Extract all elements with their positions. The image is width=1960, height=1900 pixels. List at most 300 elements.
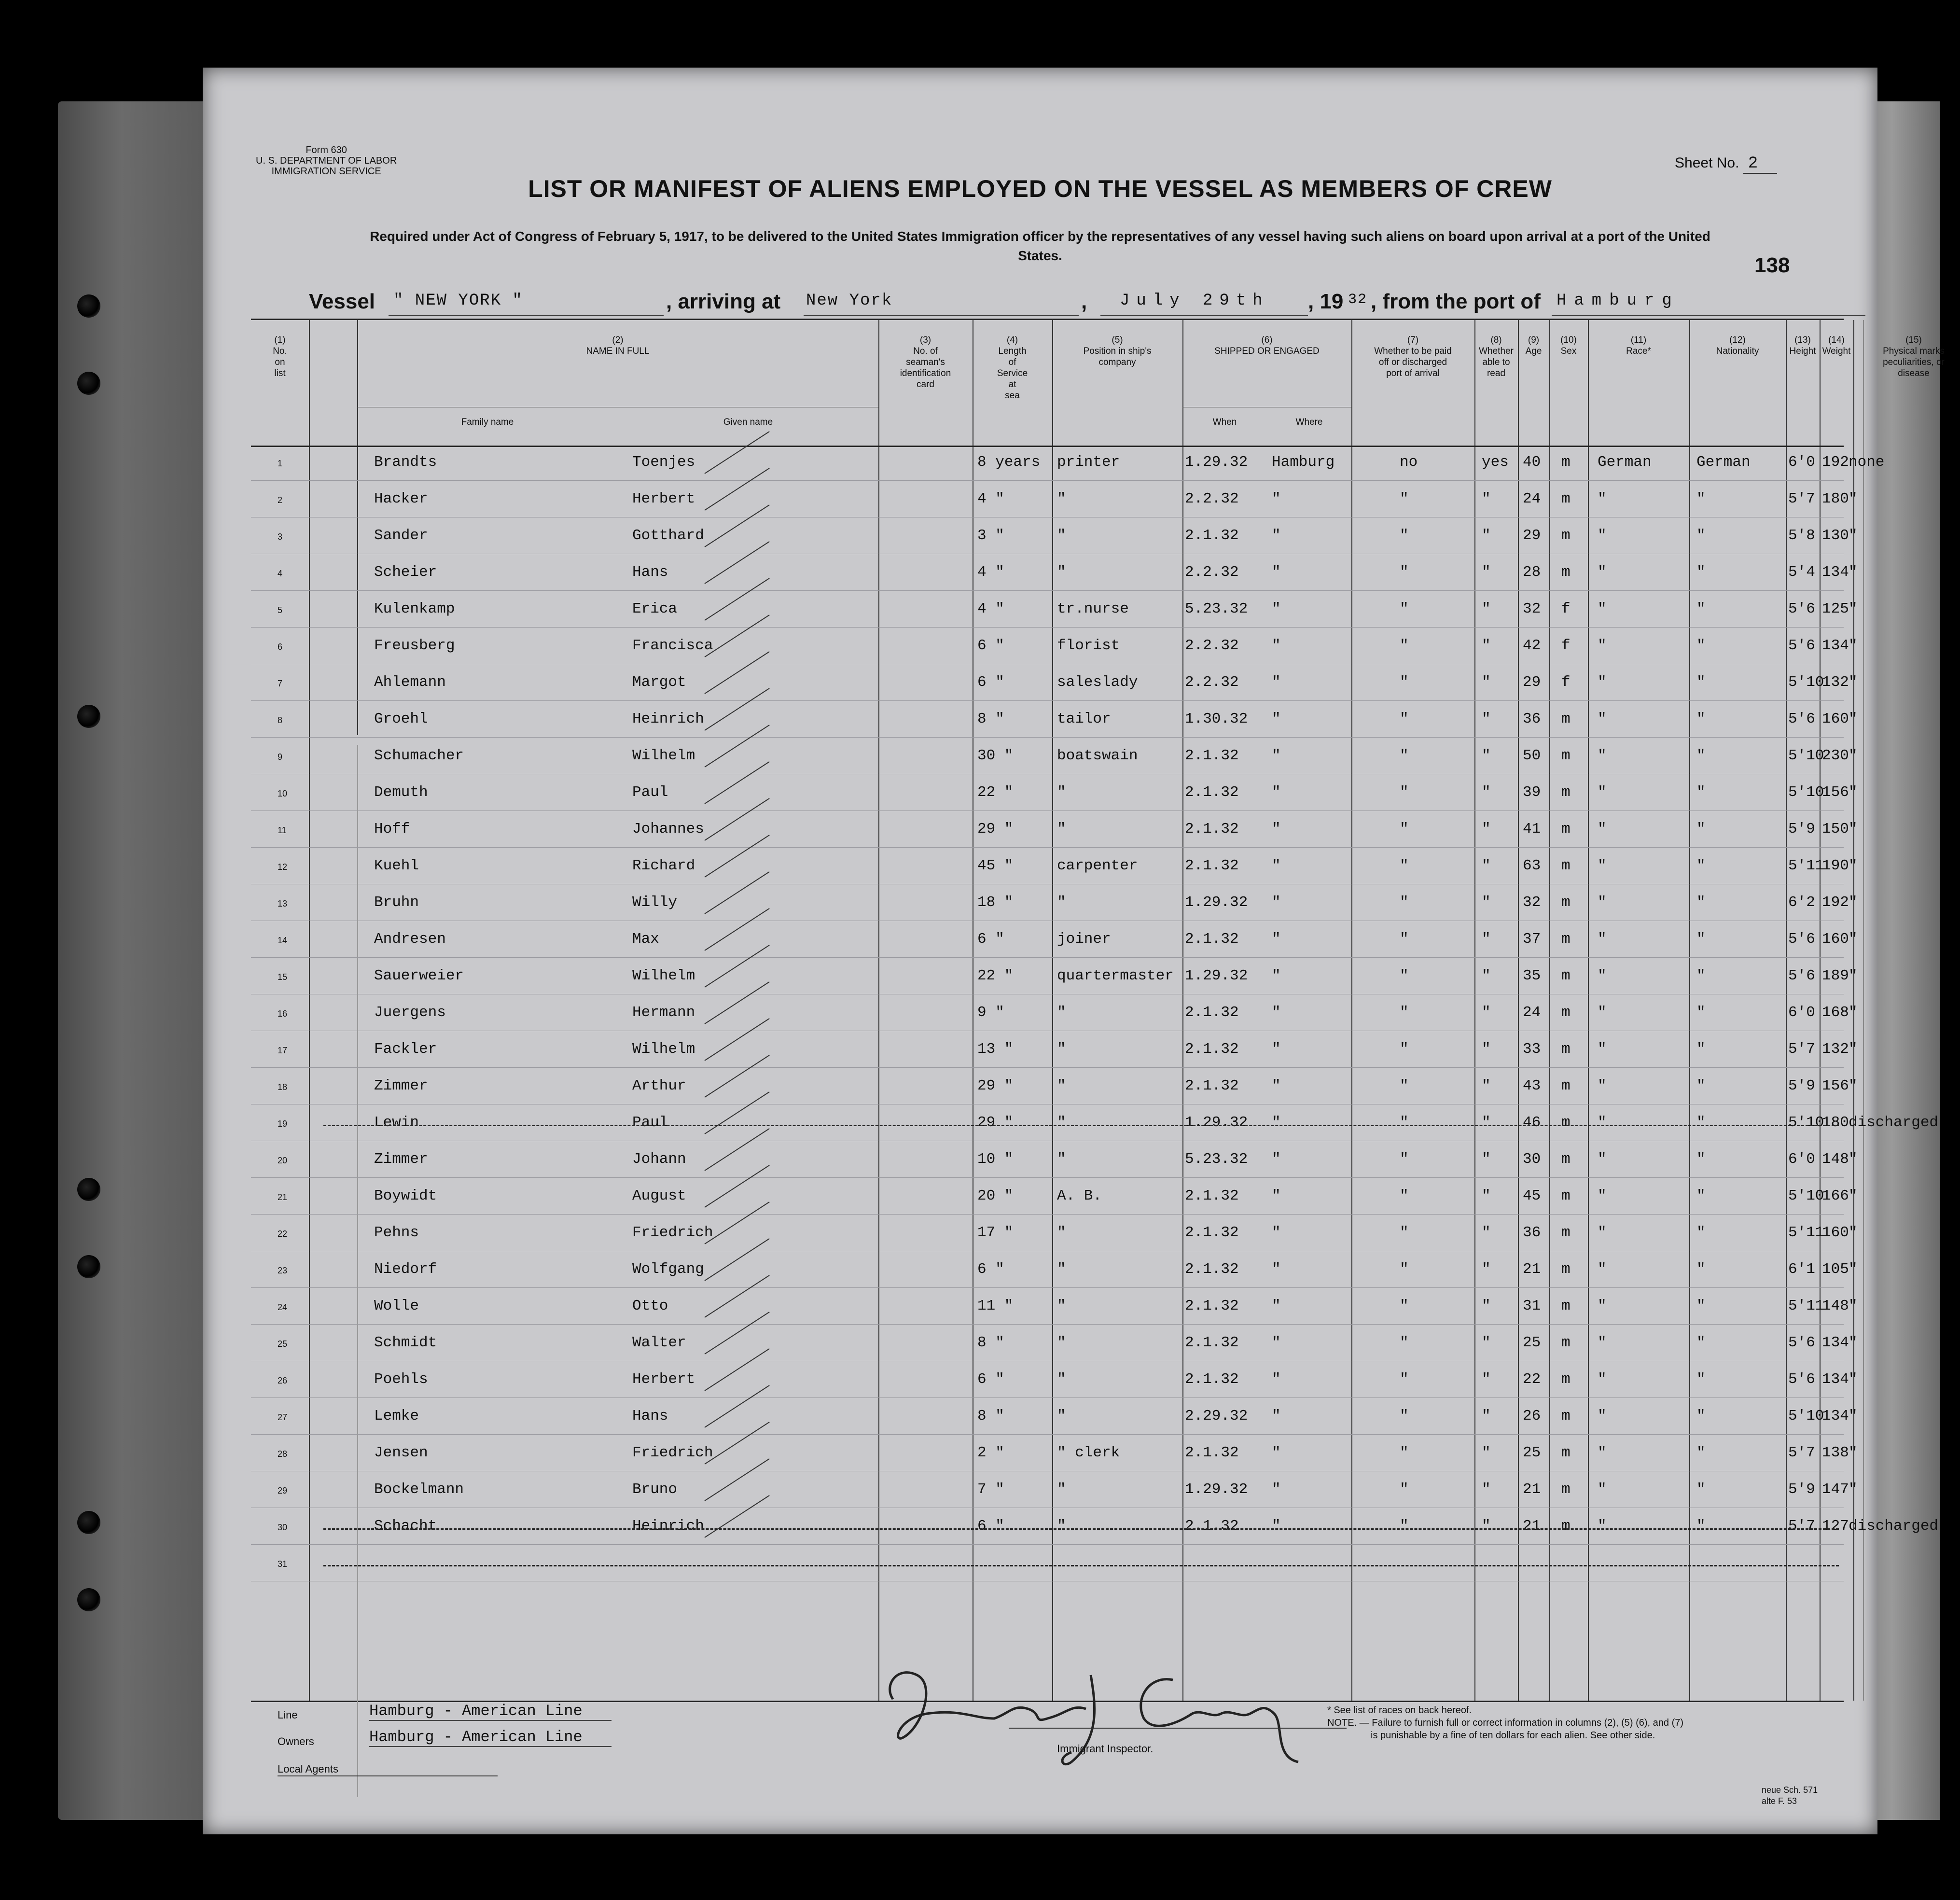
binder-hole-icon: [77, 294, 100, 318]
cell-nat: ": [1696, 894, 1706, 911]
table-row: [251, 554, 1858, 591]
cell-ht: 5'11: [1788, 857, 1824, 874]
cell-age: 24: [1523, 1004, 1541, 1021]
cell-ht: 6'1: [1788, 1261, 1815, 1278]
cell-ht: 5'10: [1788, 1408, 1824, 1425]
cell-fam: Juergens: [374, 1004, 446, 1021]
cell-read: ": [1482, 1188, 1491, 1204]
cell-wt: 132: [1822, 674, 1849, 691]
cell-pos: ": [1057, 1408, 1066, 1425]
cell-n: 11: [278, 825, 287, 835]
cell-nat: ": [1696, 784, 1706, 801]
cell-svc: 3 ": [977, 527, 1004, 544]
cell-read: ": [1482, 1151, 1491, 1168]
cell-svc: 18 ": [977, 894, 1014, 911]
cell-where: ": [1272, 1188, 1281, 1204]
cell-when: 1.29.32: [1185, 454, 1248, 471]
cell-fam: Kuehl: [374, 857, 419, 874]
cell-n: 21: [278, 1192, 288, 1202]
cell-wt: 147: [1822, 1481, 1849, 1498]
cell-read: yes: [1482, 454, 1509, 471]
cell-when: 2.1.32: [1185, 1518, 1239, 1535]
cell-read: ": [1482, 784, 1491, 801]
cell-where: ": [1272, 857, 1281, 874]
cell-marks: ": [1849, 1334, 1858, 1351]
cell-n: 26: [278, 1376, 288, 1385]
cell-giv: Wilhelm: [632, 1041, 695, 1058]
cell-giv: Friedrich: [632, 1444, 713, 1461]
cell-race: ": [1598, 1444, 1607, 1461]
cell-svc: 8 years: [977, 454, 1041, 471]
cell-read: ": [1482, 711, 1491, 727]
cell-marks: ": [1849, 894, 1858, 911]
cell-n: 24: [278, 1302, 288, 1312]
cell-wt: 168: [1822, 1004, 1849, 1021]
cell-when: 2.1.32: [1185, 857, 1239, 874]
cell-age: 32: [1523, 601, 1541, 617]
cell-paid: ": [1400, 1114, 1409, 1131]
header-position: (5) Position in ship's company: [1083, 335, 1152, 367]
table-row: [251, 1545, 1844, 1581]
cell-pos: ": [1057, 1334, 1066, 1351]
cell-n: 22: [278, 1229, 288, 1239]
cell-n: 8: [278, 715, 283, 725]
cell-when: 2.2.32: [1185, 564, 1239, 581]
cell-race: ": [1598, 894, 1607, 911]
sheet-number: Sheet No. 2: [1675, 154, 1777, 173]
cell-n: 16: [278, 1009, 288, 1019]
cell-n: 4: [278, 569, 283, 578]
vessel-name: " NEW YORK ": [393, 292, 523, 310]
cell-svc: 6 ": [977, 1518, 1004, 1535]
cell-svc: 17 ": [977, 1224, 1014, 1241]
cell-race: ": [1598, 1298, 1607, 1314]
cell-wt: 105: [1822, 1261, 1849, 1278]
header-age: (9) Age: [1525, 335, 1542, 356]
cell-where: ": [1272, 1444, 1281, 1461]
cell-age: 25: [1523, 1334, 1541, 1351]
cell-pos: ": [1057, 784, 1066, 801]
table-row: [251, 774, 1858, 811]
cell-where: ": [1272, 894, 1281, 911]
cell-n: 12: [278, 862, 288, 872]
cell-where: Hamburg: [1272, 454, 1335, 471]
cell-pos: saleslady: [1057, 674, 1138, 691]
cell-sex: m: [1561, 1298, 1571, 1314]
cell-nat: ": [1696, 1444, 1706, 1461]
cell-ht: 5'10: [1788, 674, 1824, 691]
cell-svc: 4 ": [977, 564, 1004, 581]
cell-ht: 5'10: [1788, 747, 1824, 764]
cell-n: 10: [278, 789, 288, 798]
header-list-number: (1) No. on list: [273, 335, 287, 378]
header-name: (2) NAME IN FULL: [586, 335, 650, 356]
cell-sex: m: [1561, 564, 1571, 581]
cell-giv: Paul: [632, 784, 668, 801]
cell-where: ": [1272, 1481, 1281, 1498]
cell-svc: 6 ": [977, 637, 1004, 654]
cell-when: 2.1.32: [1185, 1224, 1239, 1241]
cell-nat: ": [1696, 1188, 1706, 1204]
cell-paid: ": [1400, 1481, 1409, 1498]
cell-giv: Max: [632, 931, 659, 948]
cell-when: 2.1.32: [1185, 747, 1239, 764]
cell-wt: 134: [1822, 1334, 1849, 1351]
cell-race: ": [1598, 1224, 1607, 1241]
cell-n: 31: [278, 1559, 288, 1569]
cell-fam: Hoff: [374, 821, 410, 838]
cell-pos: ": [1057, 490, 1066, 507]
table-row: [251, 884, 1858, 921]
cell-giv: Johann: [632, 1151, 686, 1168]
header-weight: (14) Weight: [1822, 335, 1851, 356]
cell-read: ": [1482, 1114, 1491, 1131]
cell-paid: ": [1400, 967, 1409, 984]
cell-marks: ": [1849, 637, 1858, 654]
cell-age: 25: [1523, 1444, 1541, 1461]
cell-giv: Heinrich: [632, 1518, 704, 1535]
cell-race: ": [1598, 637, 1607, 654]
cell-giv: Hans: [632, 1408, 668, 1425]
cell-race: ": [1598, 1334, 1607, 1351]
cell-nat: ": [1696, 1408, 1706, 1425]
cell-sex: m: [1561, 1481, 1571, 1498]
cell-giv: Wolfgang: [632, 1261, 704, 1278]
penalty-note: NOTE. — Failure to furnish full or correct information in columns (2), (5) (6), and (7): [1327, 1718, 1684, 1728]
cell-when: 2.1.32: [1185, 1261, 1239, 1278]
cell-ht: 5'10: [1788, 1114, 1824, 1131]
cell-fam: Schumacher: [374, 747, 464, 764]
cell-wt: 125: [1822, 601, 1849, 617]
cell-nat: ": [1696, 1261, 1706, 1278]
cell-ht: 5'4: [1788, 564, 1815, 581]
cell-read: ": [1482, 490, 1491, 507]
cell-nat: ": [1696, 931, 1706, 948]
cell-race: ": [1598, 601, 1607, 617]
binder-hole-icon: [77, 705, 100, 728]
cell-giv: Hans: [632, 564, 668, 581]
cell-sex: m: [1561, 1518, 1571, 1535]
cell-age: 21: [1523, 1261, 1541, 1278]
cell-race: ": [1598, 674, 1607, 691]
cell-ht: 5'7: [1788, 1518, 1815, 1535]
cell-ht: 5'10: [1788, 784, 1824, 801]
cell-marks: ": [1849, 674, 1858, 691]
header-family-name: Family name: [461, 417, 514, 427]
cell-giv: Erica: [632, 601, 678, 617]
cell-n: 15: [278, 972, 288, 982]
cell-fam: Sander: [374, 527, 428, 544]
cell-age: 26: [1523, 1408, 1541, 1425]
page-title: LIST OR MANIFEST OF ALIENS EMPLOYED ON THE VESSEL AS MEMBERS OF CREW: [528, 175, 1552, 202]
cell-race: ": [1598, 1518, 1607, 1535]
cell-sex: m: [1561, 1371, 1571, 1388]
cell-fam: Demuth: [374, 784, 428, 801]
cell-read: ": [1482, 1077, 1491, 1094]
cell-nat: ": [1696, 527, 1706, 544]
cell-race: ": [1598, 490, 1607, 507]
cell-fam: Boywidt: [374, 1188, 437, 1204]
cell-read: ": [1482, 747, 1491, 764]
cell-giv: Johannes: [632, 821, 704, 838]
cell-fam: Kulenkamp: [374, 601, 455, 617]
cell-pos: ": [1057, 1481, 1066, 1498]
cell-age: 46: [1523, 1114, 1541, 1131]
cell-wt: 138: [1822, 1444, 1849, 1461]
header-nationality: (12) Nationality: [1716, 335, 1759, 356]
cell-giv: Francisca: [632, 637, 713, 654]
cell-race: ": [1598, 1151, 1607, 1168]
cell-nat: ": [1696, 674, 1706, 691]
cell-svc: 29 ": [977, 1077, 1014, 1094]
cell-giv: Walter: [632, 1334, 686, 1351]
cell-read: ": [1482, 1371, 1491, 1388]
cell-nat: ": [1696, 747, 1706, 764]
local-agents-label: Local Agents: [278, 1763, 498, 1776]
cell-race: ": [1598, 1004, 1607, 1021]
cell-giv: Margot: [632, 674, 686, 691]
cell-svc: 11 ": [977, 1298, 1014, 1314]
cell-race: ": [1598, 1188, 1607, 1204]
table-row: [251, 444, 1885, 481]
cell-read: ": [1482, 1004, 1491, 1021]
cell-sex: m: [1561, 821, 1571, 838]
cell-read: ": [1482, 674, 1491, 691]
cell-nat: ": [1696, 1041, 1706, 1058]
cell-giv: Gotthard: [632, 527, 704, 544]
cell-when: 5.23.32: [1185, 1151, 1248, 1168]
cell-pos: tailor: [1057, 711, 1111, 727]
cell-fam: Zimmer: [374, 1077, 428, 1094]
cell-when: 2.1.32: [1185, 1004, 1239, 1021]
cell-read: ": [1482, 1481, 1491, 1498]
cell-nat: ": [1696, 967, 1706, 984]
header-when: When: [1212, 417, 1237, 427]
cell-wt: 189: [1822, 967, 1849, 984]
cell-where: ": [1272, 1298, 1281, 1314]
cell-sex: m: [1561, 1077, 1571, 1094]
cell-sex: m: [1561, 1444, 1571, 1461]
table-row: [251, 701, 1858, 738]
binder-hole-icon: [77, 1178, 100, 1201]
cell-age: 22: [1523, 1371, 1541, 1388]
cell-fam: Jensen: [374, 1444, 428, 1461]
cell-age: 21: [1523, 1518, 1541, 1535]
cell-when: 2.2.32: [1185, 674, 1239, 691]
cell-when: 2.1.32: [1185, 1444, 1239, 1461]
cell-age: 24: [1523, 490, 1541, 507]
cell-sex: m: [1561, 490, 1571, 507]
cell-paid: ": [1400, 784, 1409, 801]
cell-ht: 5'9: [1788, 1481, 1815, 1498]
cell-svc: 22 ": [977, 967, 1014, 984]
cell-read: ": [1482, 1334, 1491, 1351]
cell-read: ": [1482, 564, 1491, 581]
cell-race: ": [1598, 1481, 1607, 1498]
cell-ht: 5'9: [1788, 821, 1815, 838]
cell-when: 2.1.32: [1185, 821, 1239, 838]
cell-giv: Richard: [632, 857, 695, 874]
cell-nat: ": [1696, 1298, 1706, 1314]
cell-read: ": [1482, 1444, 1491, 1461]
cell-paid: ": [1400, 931, 1409, 948]
cell-n: 17: [278, 1046, 288, 1055]
cell-n: 29: [278, 1486, 288, 1495]
cell-fam: Zimmer: [374, 1151, 428, 1168]
strikethrough-line: [323, 1565, 1839, 1566]
form-identifier: Form 630 U. S. DEPARTMENT OF LABOR IMMIGRATION SERVICE: [256, 145, 397, 177]
cell-marks: ": [1849, 1371, 1858, 1388]
cell-paid: ": [1400, 1334, 1409, 1351]
cell-fam: Poehls: [374, 1371, 428, 1388]
cell-sex: m: [1561, 527, 1571, 544]
cell-age: 35: [1523, 967, 1541, 984]
cell-marks: ": [1849, 1224, 1858, 1241]
header-where: Where: [1295, 417, 1323, 427]
cell-nat: ": [1696, 1334, 1706, 1351]
cell-nat: ": [1696, 1371, 1706, 1388]
table-row: [251, 848, 1858, 884]
cell-read: ": [1482, 1408, 1491, 1425]
cell-n: 19: [278, 1119, 288, 1129]
cell-marks: ": [1849, 490, 1858, 507]
cell-giv: Herbert: [632, 490, 695, 507]
cell-paid: ": [1400, 711, 1409, 727]
cell-svc: 9 ": [977, 1004, 1004, 1021]
cell-race: ": [1598, 564, 1607, 581]
cell-read: ": [1482, 527, 1491, 544]
cell-giv: Bruno: [632, 1481, 678, 1498]
cell-giv: August: [632, 1188, 686, 1204]
cell-nat: German: [1696, 454, 1751, 471]
cell-nat: ": [1696, 711, 1706, 727]
cell-sex: m: [1561, 1224, 1571, 1241]
cell-svc: 4 ": [977, 601, 1004, 617]
table-row: [251, 628, 1858, 664]
cell-wt: 160: [1822, 931, 1849, 948]
departure-port: Hamburg: [1557, 292, 1680, 310]
cell-fam: Sauerweier: [374, 967, 464, 984]
cell-marks: none: [1849, 454, 1885, 471]
cell-pos: ": [1057, 1298, 1066, 1314]
cell-where: ": [1272, 1004, 1281, 1021]
cell-where: ": [1272, 527, 1281, 544]
cell-nat: ": [1696, 1518, 1706, 1535]
cell-giv: Otto: [632, 1298, 668, 1314]
table-row: [251, 1104, 1939, 1141]
cell-where: ": [1272, 601, 1281, 617]
cell-ht: 5'6: [1788, 931, 1815, 948]
cell-read: ": [1482, 857, 1491, 874]
cell-ht: 5'10: [1788, 1188, 1824, 1204]
cell-read: ": [1482, 894, 1491, 911]
cell-fam: Lewin: [374, 1114, 419, 1131]
cell-nat: ": [1696, 1151, 1706, 1168]
cell-marks: ": [1849, 711, 1858, 727]
cell-marks: ": [1849, 527, 1858, 544]
cell-pos: ": [1057, 1004, 1066, 1021]
cell-pos: ": [1057, 1261, 1066, 1278]
table-row: [251, 481, 1858, 517]
cell-age: 43: [1523, 1077, 1541, 1094]
cell-paid: ": [1400, 1224, 1409, 1241]
cell-n: 5: [278, 605, 283, 615]
header-given-name: Given name: [723, 417, 773, 427]
cell-when: 2.1.32: [1185, 1077, 1239, 1094]
cell-fam: Bruhn: [374, 894, 419, 911]
cell-ht: 5'7: [1788, 490, 1815, 507]
header-read: (8) Whether able to read: [1479, 335, 1514, 378]
cell-race: ": [1598, 1041, 1607, 1058]
cell-when: 1.29.32: [1185, 967, 1248, 984]
cell-sex: f: [1561, 601, 1571, 617]
cell-svc: 45 ": [977, 857, 1014, 874]
cell-sex: m: [1561, 1041, 1571, 1058]
cell-paid: ": [1400, 564, 1409, 581]
cell-when: 1.29.32: [1185, 1481, 1248, 1498]
cell-wt: 134: [1822, 564, 1849, 581]
cell-marks: ": [1849, 1077, 1858, 1094]
cell-svc: 10 ": [977, 1151, 1014, 1168]
cell-marks: discharged: [1849, 1114, 1939, 1131]
cell-fam: Brandts: [374, 454, 437, 471]
cell-age: 63: [1523, 857, 1541, 874]
cell-wt: 148: [1822, 1151, 1849, 1168]
table-row: [251, 1031, 1858, 1068]
cell-race: ": [1598, 747, 1607, 764]
cell-svc: 2 ": [977, 1444, 1004, 1461]
cell-where: ": [1272, 1371, 1281, 1388]
cell-sex: f: [1561, 674, 1571, 691]
cell-svc: 22 ": [977, 784, 1014, 801]
cell-marks: ": [1849, 1041, 1858, 1058]
cell-marks: ": [1849, 821, 1858, 838]
cell-fam: Andresen: [374, 931, 446, 948]
cell-sex: m: [1561, 1261, 1571, 1278]
table-row: [251, 811, 1858, 848]
header-height: (13) Height: [1789, 335, 1816, 356]
cell-paid: no: [1400, 454, 1418, 471]
cell-when: 5.23.32: [1185, 601, 1248, 617]
cell-sex: m: [1561, 1334, 1571, 1351]
cell-age: 29: [1523, 527, 1541, 544]
cell-paid: ": [1400, 1371, 1409, 1388]
cell-fam: Scheier: [374, 564, 437, 581]
vessel-line: Vessel " NEW YORK " , arriving at New York , July 29th , 19 32 , from the port of Hamburg: [309, 290, 1868, 319]
header-shipped: (6) SHIPPED OR ENGAGED: [1214, 335, 1320, 356]
cell-pos: boatswain: [1057, 747, 1138, 764]
cell-svc: 6 ": [977, 674, 1004, 691]
cell-paid: ": [1400, 1408, 1409, 1425]
cell-sex: f: [1561, 637, 1571, 654]
cell-where: ": [1272, 967, 1281, 984]
cell-race: German: [1598, 454, 1652, 471]
cell-paid: ": [1400, 747, 1409, 764]
cell-age: 37: [1523, 931, 1541, 948]
cell-sex: m: [1561, 747, 1571, 764]
cell-ht: 5'6: [1788, 1371, 1815, 1388]
cell-read: ": [1482, 1224, 1491, 1241]
cell-n: 25: [278, 1339, 288, 1349]
strikethrough-line: [323, 1125, 1839, 1126]
cell-svc: 30 ": [977, 747, 1014, 764]
table-row: [251, 1361, 1858, 1398]
cell-where: ": [1272, 1224, 1281, 1241]
cell-sex: m: [1561, 1151, 1571, 1168]
cell-sex: m: [1561, 967, 1571, 984]
cell-wt: 134: [1822, 1371, 1849, 1388]
cell-wt: 130: [1822, 527, 1849, 544]
